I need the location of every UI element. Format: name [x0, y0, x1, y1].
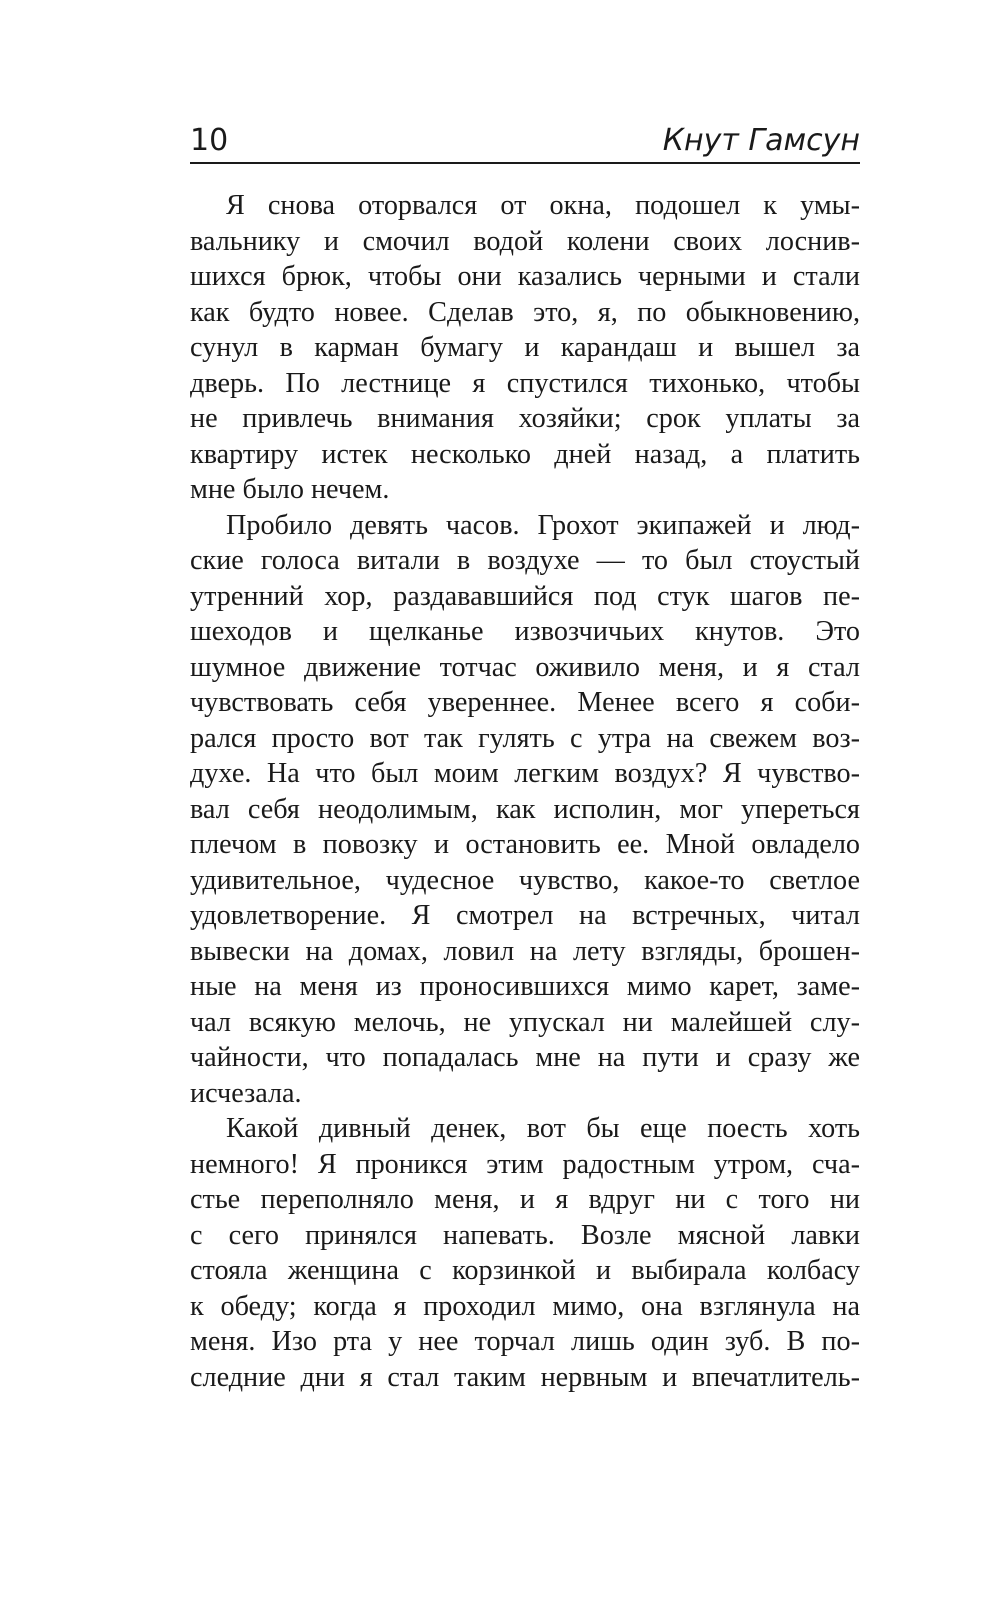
text-line: шихся брюк, чтобы они казались черными и стали: [190, 261, 860, 292]
text-line: стояла женщина с корзинкой и выбирала колбасу: [190, 1255, 860, 1286]
text-line: утренний хор, раздававшийся под стук шагов пе-: [190, 580, 860, 612]
text-line: сунул в карман бумагу и карандаш и вышел за: [190, 332, 860, 363]
page-number: 10: [190, 123, 229, 158]
running-header: [190, 120, 860, 164]
text-line: как будто новее. Сделав это, я, по обыкновению,: [190, 296, 860, 328]
author-name: Кнут Гамсун: [662, 123, 860, 158]
text-line: следние дни я стал таким нервным и впечатлитель-: [190, 1361, 860, 1393]
text-line: рался просто вот так гулять с утра на свежем воз-: [190, 722, 860, 754]
body-text: [190, 188, 860, 1395]
text-line: чайности, что попадалась мне на пути и сразу же: [190, 1042, 860, 1073]
text-line: ские голоса витали в воздухе — то был стоустый: [190, 545, 860, 576]
text-line: с сего принялся напевать. Возле мясной лавки: [190, 1219, 860, 1251]
text-line: шеходов и щелканье извозчичьих кнутов. Это: [190, 616, 860, 647]
text-line: шумное движение тотчас оживило меня, и я стал: [190, 651, 860, 683]
text-line: чал всякую мелочь, не упускал ни малейшей слу-: [190, 1006, 860, 1038]
text-line: чувствовать себя увереннее. Менее всего я соби-: [190, 687, 860, 718]
text-line: немного! Я проникся этим радостным утром, сча-: [190, 1148, 860, 1180]
text-line: Я снова оторвался от окна, подошел к умы-: [226, 190, 860, 221]
text-line: вывески на домах, ловил на лету взгляды, брошен-: [190, 935, 860, 967]
text-line: к обеду; когда я проходил мимо, она взглянула на: [190, 1290, 860, 1322]
text-line: не привлечь внимания хозяйки; срок уплаты за: [190, 403, 860, 434]
text-line: Какой дивный денек, вот бы еще поесть хоть: [226, 1113, 860, 1144]
text-line: удивительное, чудесное чувство, какое-то светлое: [190, 864, 860, 896]
text-line: духе. На что был моим легким воздух? Я чувство-: [190, 758, 860, 789]
text-line: удовлетворение. Я смотрел на встречных, читал: [190, 900, 860, 931]
paragraph: [190, 508, 860, 1112]
text-line: исчезала.: [190, 1077, 302, 1109]
text-line: Пробило девять часов. Грохот экипажей и люд-: [226, 509, 860, 541]
paragraph: [190, 188, 860, 508]
text-line: ные на меня из проносившихся мимо карет, заме-: [190, 971, 860, 1002]
text-line: вальнику и смочил водой колени своих лоснив-: [190, 225, 860, 257]
text-line: дверь. По лестнице я спустился тихонько, чтобы: [190, 367, 860, 399]
text-line: мне было нечем.: [190, 474, 390, 505]
text-line: вал себя неодолимым, как исполин, мог упереться: [190, 793, 860, 825]
text-line: меня. Изо рта у нее торчал лишь один зуб. В по-: [190, 1326, 860, 1357]
text-line: плечом в повозку и остановить ее. Мной овладело: [190, 829, 860, 860]
paragraph: [190, 1111, 860, 1395]
text-line: квартиру истек несколько дней назад, а платить: [190, 438, 860, 470]
text-line: стье переполняло меня, и я вдруг ни с того ни: [190, 1184, 860, 1215]
